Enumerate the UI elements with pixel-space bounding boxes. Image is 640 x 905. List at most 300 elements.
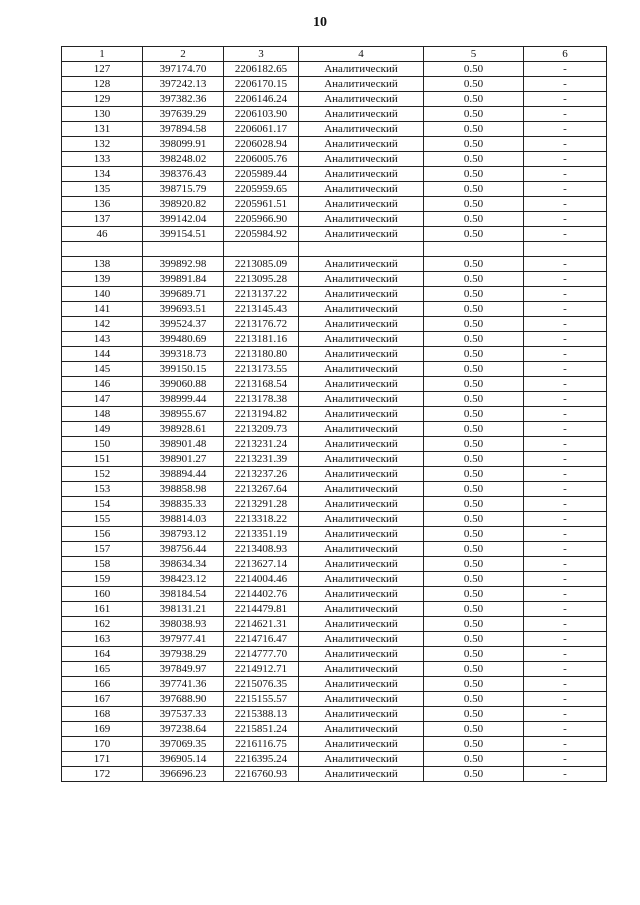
table-cell: 165 [62,662,143,677]
table-cell: Аналитический [299,542,424,557]
column-header: 4 [299,47,424,62]
table-cell: - [524,407,607,422]
table-cell: - [524,752,607,767]
table-cell: 0.50 [424,602,524,617]
table-cell: 160 [62,587,143,602]
table-cell: 0.50 [424,317,524,332]
table-cell: 398099.91 [143,137,224,152]
table-cell: 397977.41 [143,632,224,647]
column-header: 5 [424,47,524,62]
table-cell: 2216395.24 [224,752,299,767]
table-cell: 171 [62,752,143,767]
table-cell: Аналитический [299,422,424,437]
table-cell: 398901.27 [143,452,224,467]
table-cell: Аналитический [299,557,424,572]
table-cell: - [524,137,607,152]
table-cell: 130 [62,107,143,122]
table-cell: 0.50 [424,752,524,767]
table-cell: - [524,107,607,122]
table-cell: Аналитический [299,77,424,92]
empty-cell [524,242,607,257]
table-cell: - [524,257,607,272]
table-cell: 399524.37 [143,317,224,332]
table-cell: 140 [62,287,143,302]
table-cell: 137 [62,212,143,227]
table-row [62,752,607,767]
table-cell: 0.50 [424,77,524,92]
table-cell: 0.50 [424,287,524,302]
table-cell: 0.50 [424,347,524,362]
table-cell: 398793.12 [143,527,224,542]
table-cell: 2214479.81 [224,602,299,617]
table-cell: 2205989.44 [224,167,299,182]
table-cell: Аналитический [299,677,424,692]
empty-cell [224,242,299,257]
table-row [62,392,607,407]
table-cell: 398376.43 [143,167,224,182]
table-cell: 397242.13 [143,77,224,92]
table-cell: - [524,167,607,182]
table-row [62,587,607,602]
table-row [62,527,607,542]
table-cell: 398858.98 [143,482,224,497]
table-cell: 141 [62,302,143,317]
table-row [62,647,607,662]
table-cell: - [524,272,607,287]
table-cell: 2213318.22 [224,512,299,527]
column-header: 2 [143,47,224,62]
table-cell: 398901.48 [143,437,224,452]
table-cell: 397894.58 [143,122,224,137]
table-cell: 0.50 [424,137,524,152]
table-cell: 2213231.24 [224,437,299,452]
table-cell: 398835.33 [143,497,224,512]
table-cell: 149 [62,422,143,437]
column-header: 1 [62,47,143,62]
table-cell: 0.50 [424,437,524,452]
table-cell: 145 [62,362,143,377]
table-cell: - [524,332,607,347]
table-row [62,662,607,677]
table-cell: - [524,77,607,92]
table-cell: 133 [62,152,143,167]
table-cell: 398715.79 [143,182,224,197]
table-cell: - [524,437,607,452]
table-cell: 164 [62,647,143,662]
table-cell: - [524,722,607,737]
table-cell: 2213209.73 [224,422,299,437]
table-row [62,557,607,572]
table-cell: 163 [62,632,143,647]
table-cell: 0.50 [424,302,524,317]
table-cell: 2206005.76 [224,152,299,167]
table-cell: 0.50 [424,467,524,482]
table-row [62,437,607,452]
table-cell: 399689.71 [143,287,224,302]
table-cell: 142 [62,317,143,332]
table-row [62,767,607,782]
table-row [62,287,607,302]
table-cell: 2206170.15 [224,77,299,92]
table-cell: 0.50 [424,407,524,422]
table-cell: 2213291.28 [224,497,299,512]
table-cell: 0.50 [424,272,524,287]
table-cell: Аналитический [299,692,424,707]
table-cell: - [524,662,607,677]
table-cell: - [524,62,607,77]
table-cell: Аналитический [299,257,424,272]
table-cell: 0.50 [424,557,524,572]
table-cell: Аналитический [299,332,424,347]
table-cell: Аналитический [299,92,424,107]
table-cell: 0.50 [424,497,524,512]
table-row [62,407,607,422]
table-cell: - [524,617,607,632]
table-cell: 0.50 [424,257,524,272]
table-row [62,317,607,332]
table-cell: 2213178.38 [224,392,299,407]
table-cell: 2213627.14 [224,557,299,572]
table-cell: 139 [62,272,143,287]
table-cell: 0.50 [424,647,524,662]
table-cell: Аналитический [299,647,424,662]
table-row [62,137,607,152]
table-cell: - [524,497,607,512]
table-cell: 159 [62,572,143,587]
table-cell: - [524,302,607,317]
table-cell: 0.50 [424,182,524,197]
table-cell: 398920.82 [143,197,224,212]
table-cell: 399142.04 [143,212,224,227]
table-cell: 46 [62,227,143,242]
table-cell: Аналитический [299,287,424,302]
table-cell: 398184.54 [143,587,224,602]
table-cell: Аналитический [299,632,424,647]
table-cell: Аналитический [299,302,424,317]
table-cell: Аналитический [299,767,424,782]
table-cell: 399150.15 [143,362,224,377]
table-cell: 2213085.09 [224,257,299,272]
table-cell: 0.50 [424,617,524,632]
column-header: 3 [224,47,299,62]
table-cell: 0.50 [424,212,524,227]
table-cell: - [524,377,607,392]
table-cell: - [524,122,607,137]
table-cell: 396905.14 [143,752,224,767]
table-cell: 2205966.90 [224,212,299,227]
table-cell: Аналитический [299,317,424,332]
table-cell: 127 [62,62,143,77]
table-cell: 0.50 [424,542,524,557]
table-cell: 0.50 [424,197,524,212]
table-cell: - [524,707,607,722]
table-cell: 166 [62,677,143,692]
table-row [62,332,607,347]
table-cell: 0.50 [424,332,524,347]
table-cell: 0.50 [424,377,524,392]
table-cell: Аналитический [299,212,424,227]
table-cell: 397238.64 [143,722,224,737]
table-cell: 397849.97 [143,662,224,677]
table-cell: - [524,182,607,197]
table-cell: 156 [62,527,143,542]
table-cell: 162 [62,617,143,632]
table-cell: 2214777.70 [224,647,299,662]
table-cell: 172 [62,767,143,782]
table-cell: 398814.03 [143,512,224,527]
table-cell: 128 [62,77,143,92]
table-cell: - [524,737,607,752]
table-cell: 2213180.80 [224,347,299,362]
table-cell: 397069.35 [143,737,224,752]
table-cell: - [524,632,607,647]
table-cell: 398928.61 [143,422,224,437]
table-row [62,152,607,167]
table-cell: 399318.73 [143,347,224,362]
table-cell: 398038.93 [143,617,224,632]
table-cell: - [524,347,607,362]
table-row [62,467,607,482]
table-cell: 157 [62,542,143,557]
table-cell: 398634.34 [143,557,224,572]
table-cell: 170 [62,737,143,752]
table-row [62,92,607,107]
table-cell: - [524,647,607,662]
table-cell: 0.50 [424,152,524,167]
table-cell: 131 [62,122,143,137]
empty-cell [62,242,143,257]
table-cell: 0.50 [424,512,524,527]
table-header-row [62,47,607,62]
table-row [62,602,607,617]
table-cell: 399693.51 [143,302,224,317]
table-cell: 2213181.16 [224,332,299,347]
table-cell: 0.50 [424,632,524,647]
table-cell: 0.50 [424,722,524,737]
table-cell: 399060.88 [143,377,224,392]
table-row [62,362,607,377]
table-cell: 144 [62,347,143,362]
table-cell: 2205984.92 [224,227,299,242]
table-cell: Аналитический [299,167,424,182]
table-cell: 2205959.65 [224,182,299,197]
table-cell: - [524,362,607,377]
table-body [62,62,607,782]
table-cell: Аналитический [299,227,424,242]
table-cell: Аналитический [299,662,424,677]
empty-cell [143,242,224,257]
table-row [62,302,607,317]
table-cell: 2206146.24 [224,92,299,107]
table-cell: Аналитический [299,752,424,767]
page-number: 10 [313,15,327,30]
table-cell: Аналитический [299,407,424,422]
table-row [62,482,607,497]
table-cell: Аналитический [299,452,424,467]
table-cell: 148 [62,407,143,422]
table-cell: 2213176.72 [224,317,299,332]
table-cell: 0.50 [424,587,524,602]
empty-cell [424,242,524,257]
table-cell: Аналитический [299,497,424,512]
table-row [62,212,607,227]
table-row [62,707,607,722]
table-cell: 0.50 [424,392,524,407]
table-cell: 153 [62,482,143,497]
table-cell: Аналитический [299,347,424,362]
table-cell: 2215851.24 [224,722,299,737]
table-row [62,167,607,182]
table-cell: 0.50 [424,92,524,107]
table-cell: 0.50 [424,107,524,122]
table-cell: Аналитический [299,467,424,482]
table-cell: 0.50 [424,737,524,752]
table-cell: 397382.36 [143,92,224,107]
table-cell: - [524,572,607,587]
section-separator-row [62,242,607,257]
table-cell: 0.50 [424,662,524,677]
table-cell: 0.50 [424,422,524,437]
table-cell: - [524,287,607,302]
coordinates-table [61,46,607,782]
table-cell: 2206103.90 [224,107,299,122]
table-cell: 2206028.94 [224,137,299,152]
table-cell: 0.50 [424,692,524,707]
table-cell: Аналитический [299,602,424,617]
table-cell: 2213168.54 [224,377,299,392]
table-cell: 152 [62,467,143,482]
table-cell: Аналитический [299,137,424,152]
table-cell: - [524,92,607,107]
table-cell: - [524,587,607,602]
table-cell: 397174.70 [143,62,224,77]
table-cell: 2214402.76 [224,587,299,602]
table-row [62,452,607,467]
table-cell: Аналитический [299,272,424,287]
table-row [62,497,607,512]
table-row [62,182,607,197]
table-cell: 2213267.64 [224,482,299,497]
table-cell: - [524,212,607,227]
table-row [62,572,607,587]
table-cell: Аналитический [299,572,424,587]
table-cell: 2215155.57 [224,692,299,707]
table-cell: - [524,152,607,167]
table-cell: Аналитический [299,737,424,752]
table-cell: 2216760.93 [224,767,299,782]
table-cell: 398756.44 [143,542,224,557]
table-row [62,722,607,737]
table-cell: 158 [62,557,143,572]
table-row [62,542,607,557]
table-cell: 398248.02 [143,152,224,167]
table-cell: - [524,557,607,572]
table-cell: 2213145.43 [224,302,299,317]
table-cell: 2206061.17 [224,122,299,137]
table-row [62,377,607,392]
table-cell: Аналитический [299,722,424,737]
table-cell: - [524,452,607,467]
table-cell: 0.50 [424,572,524,587]
table-cell: 397688.90 [143,692,224,707]
table-row [62,197,607,212]
table-cell: 2213351.19 [224,527,299,542]
table-cell: Аналитический [299,617,424,632]
table-cell: Аналитический [299,482,424,497]
table-cell: 2213095.28 [224,272,299,287]
table-cell: 397741.36 [143,677,224,692]
table-cell: 129 [62,92,143,107]
table-cell: 134 [62,167,143,182]
table-row [62,692,607,707]
table-cell: - [524,482,607,497]
table-cell: 397938.29 [143,647,224,662]
table-row [62,422,607,437]
table-cell: 397537.33 [143,707,224,722]
table-cell: - [524,527,607,542]
table-cell: 155 [62,512,143,527]
table-cell: 396696.23 [143,767,224,782]
table-cell: 0.50 [424,167,524,182]
table-cell: 132 [62,137,143,152]
table-cell: Аналитический [299,377,424,392]
table-cell: 0.50 [424,452,524,467]
table-row [62,62,607,77]
table-cell: 143 [62,332,143,347]
table-cell: 398894.44 [143,467,224,482]
table-cell: 2216116.75 [224,737,299,752]
table-cell: 2213408.93 [224,542,299,557]
table-cell: 168 [62,707,143,722]
table-cell: 0.50 [424,707,524,722]
table-row [62,122,607,137]
table-cell: 398999.44 [143,392,224,407]
table-cell: 0.50 [424,362,524,377]
table-row [62,272,607,287]
table-row [62,677,607,692]
table-cell: 2213237.26 [224,467,299,482]
table-row [62,617,607,632]
table-cell: 2213173.55 [224,362,299,377]
table-row [62,77,607,92]
table-row [62,257,607,272]
table-cell: 398955.67 [143,407,224,422]
table-cell: - [524,602,607,617]
table-cell: - [524,227,607,242]
table-cell: 0.50 [424,767,524,782]
table-cell: - [524,467,607,482]
table-cell: Аналитический [299,587,424,602]
table-row [62,227,607,242]
table-cell: - [524,317,607,332]
table-cell: 399480.69 [143,332,224,347]
table-cell: Аналитический [299,107,424,122]
table-cell: 146 [62,377,143,392]
table-cell: 2206182.65 [224,62,299,77]
table-cell: Аналитический [299,527,424,542]
table-cell: 0.50 [424,122,524,137]
table-cell: 2215388.13 [224,707,299,722]
table-cell: - [524,197,607,212]
table-cell: 169 [62,722,143,737]
table-cell: Аналитический [299,512,424,527]
table-cell: Аналитический [299,152,424,167]
table-cell: 135 [62,182,143,197]
table-cell: 2215076.35 [224,677,299,692]
table-cell: 2213231.39 [224,452,299,467]
column-header: 6 [524,47,607,62]
table-cell: Аналитический [299,182,424,197]
